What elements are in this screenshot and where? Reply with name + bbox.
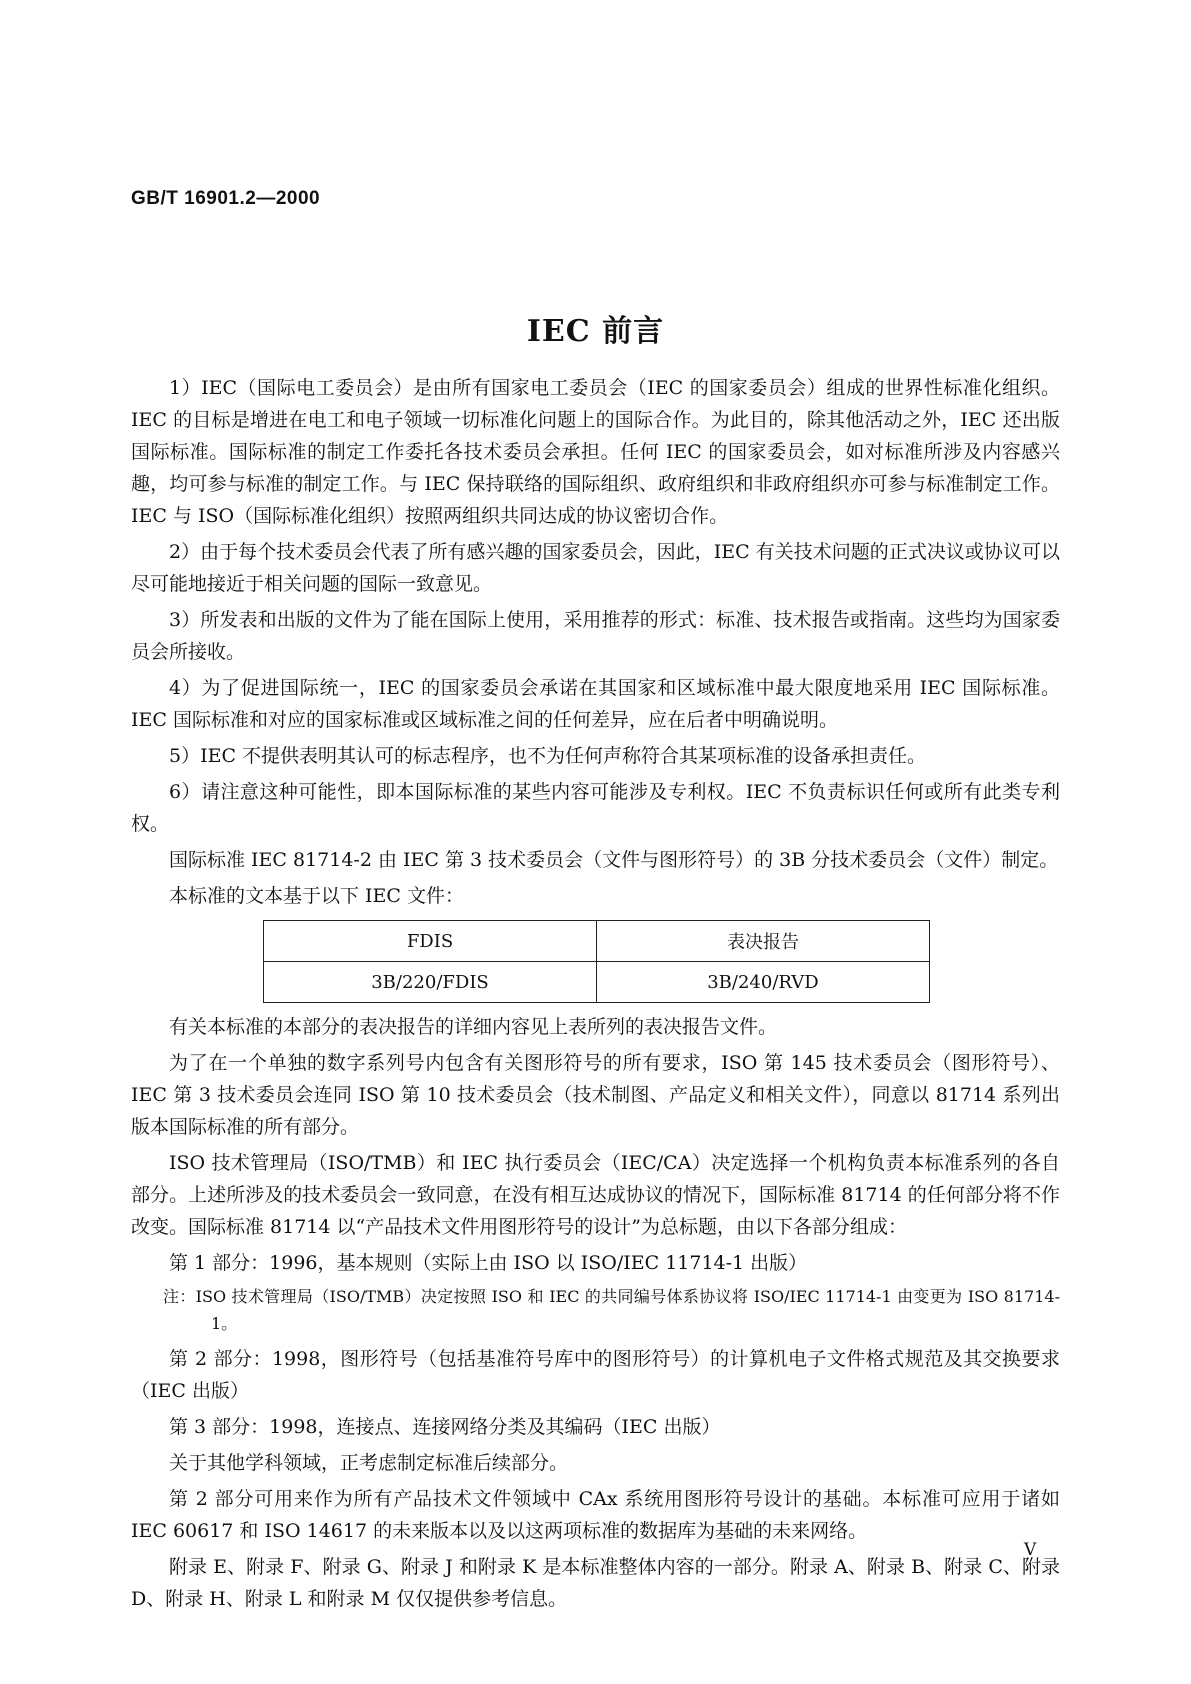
paragraph: 5）IEC 不提供表明其认可的标志程序，也不为任何声称符合其某项标准的设备承担责任。 [169, 745, 927, 767]
paragraph: 附录 E、附录 F、附录 G、附录 J 和附录 K 是本标准整体内容的一部分。附录 A、附录 B、附录 C、附录 D、附录 H、附录 L 和附录 M 仅仅提供参考信息。 [131, 1556, 1060, 1610]
paragraph: 有关本标准的本部分的表决报告的详细内容见上表所列的表决报告文件。 [169, 1016, 778, 1038]
paragraph: 第 1 部分：1996，基本规则（实际上由 ISO 以 ISO/IEC 11714-1 出版） [169, 1252, 808, 1274]
paragraph: 关于其他学科领域，正考虑制定标准后续部分。 [169, 1452, 569, 1474]
paragraph: 3）所发表和出版的文件为了能在国际上使用，采用推荐的形式：标准、技术报告或指南。这些均为国家委员会所接收。 [131, 609, 1060, 663]
table-cell: 3B/220/FDIS [264, 962, 597, 1003]
page-title: IEC 前言 [526, 314, 665, 349]
table-cell: 3B/240/RVD [597, 962, 930, 1003]
voting-documents-table [263, 920, 930, 1003]
table-header-row [264, 921, 930, 962]
paragraph: 第 2 部分：1998，图形符号（包括基准符号库中的图形符号）的计算机电子文件格式规范及其交换要求（IEC 出版） [131, 1348, 1060, 1402]
paragraph: 本标准的文本基于以下 IEC 文件： [169, 885, 464, 907]
standard-code: GB/T 16901.2—2000 [131, 188, 321, 209]
paragraph: 1）IEC（国际电工委员会）是由所有国家电工委员会（IEC 的国家委员会）组成的世界性标准化组织。IEC 的目标是增进在电工和电子领域一切标准化问题上的国际合作。为此目的，除其他活动之外，IEC 还出版国际标准。国际标准的制定工作委托各技术委员会承担。任何 IEC 的国家委员会，如对标准所涉及内容感兴趣，均可参与标准的制定工作。与 IEC 保持联络的国际组织、政府组织和非政府组织亦可参与标准制定工作。IEC 与 ISO（国际标准化组织）按照两组织共同达成的协议密切合作。 [131, 377, 1060, 527]
paragraph: 4）为了促进国际统一，IEC 的国家委员会承诺在其国家和区域标准中最大限度地采用 IEC 国际标准。IEC 国际标准和对应的国家标准或区域标准之间的任何差异，应在后者中明确说明。 [131, 677, 1060, 731]
page-number: V [1024, 1540, 1037, 1560]
note-text: 注：ISO 技术管理局（ISO/TMB）决定按照 ISO 和 IEC 的共同编号体系协议将 ISO/IEC 11714-1 由变更为 ISO 81714-1。 [163, 1287, 1060, 1333]
paragraph: 2）由于每个技术委员会代表了所有感兴趣的国家委员会，因此，IEC 有关技术问题的正式决议或协议可以尽可能地接近于相关问题的国际一致意见。 [131, 541, 1060, 595]
document-body [131, 372, 1060, 1619]
paragraph: ISO 技术管理局（ISO/TMB）和 IEC 执行委员会（IEC/CA）决定选择一个机构负责本标准系列的各自部分。上述所涉及的技术委员会一致同意，在没有相互达成协议的情况下，国际标准 81714 的任何部分将不作改变。国际标准 81714 以“产品技术文件用图形符号的设计”为总标题，由以下各部分组成： [131, 1152, 1060, 1238]
table-header-cell: FDIS [264, 921, 597, 962]
paragraph: 为了在一个单独的数字系列号内包含有关图形符号的所有要求，ISO 第 145 技术委员会（图形符号）、IEC 第 3 技术委员会连同 ISO 第 10 技术委员会（技术制图、产品定义和相关文件），同意以 81714 系列出版本国际标准的所有部分。 [131, 1052, 1060, 1138]
paragraph: 国际标准 IEC 81714-2 由 IEC 第 3 技术委员会（文件与图形符号）的 3B 分技术委员会（文件）制定。 [169, 849, 1059, 871]
table-header-cell: 表决报告 [597, 921, 930, 962]
paragraph: 第 2 部分可用来作为所有产品技术文件领域中 CAx 系统用图形符号设计的基础。本标准可应用于诸如 IEC 60617 和 ISO 14617 的未来版本以及以这两项标准的数据库为基础的未来网络。 [131, 1488, 1060, 1542]
table-row [264, 962, 930, 1003]
paragraph: 第 3 部分：1998，连接点、连接网络分类及其编码（IEC 出版） [169, 1416, 721, 1438]
paragraph: 6）请注意这种可能性，即本国际标准的某些内容可能涉及专利权。IEC 不负责标识任何或所有此类专利权。 [131, 781, 1060, 835]
note [131, 1283, 1060, 1337]
